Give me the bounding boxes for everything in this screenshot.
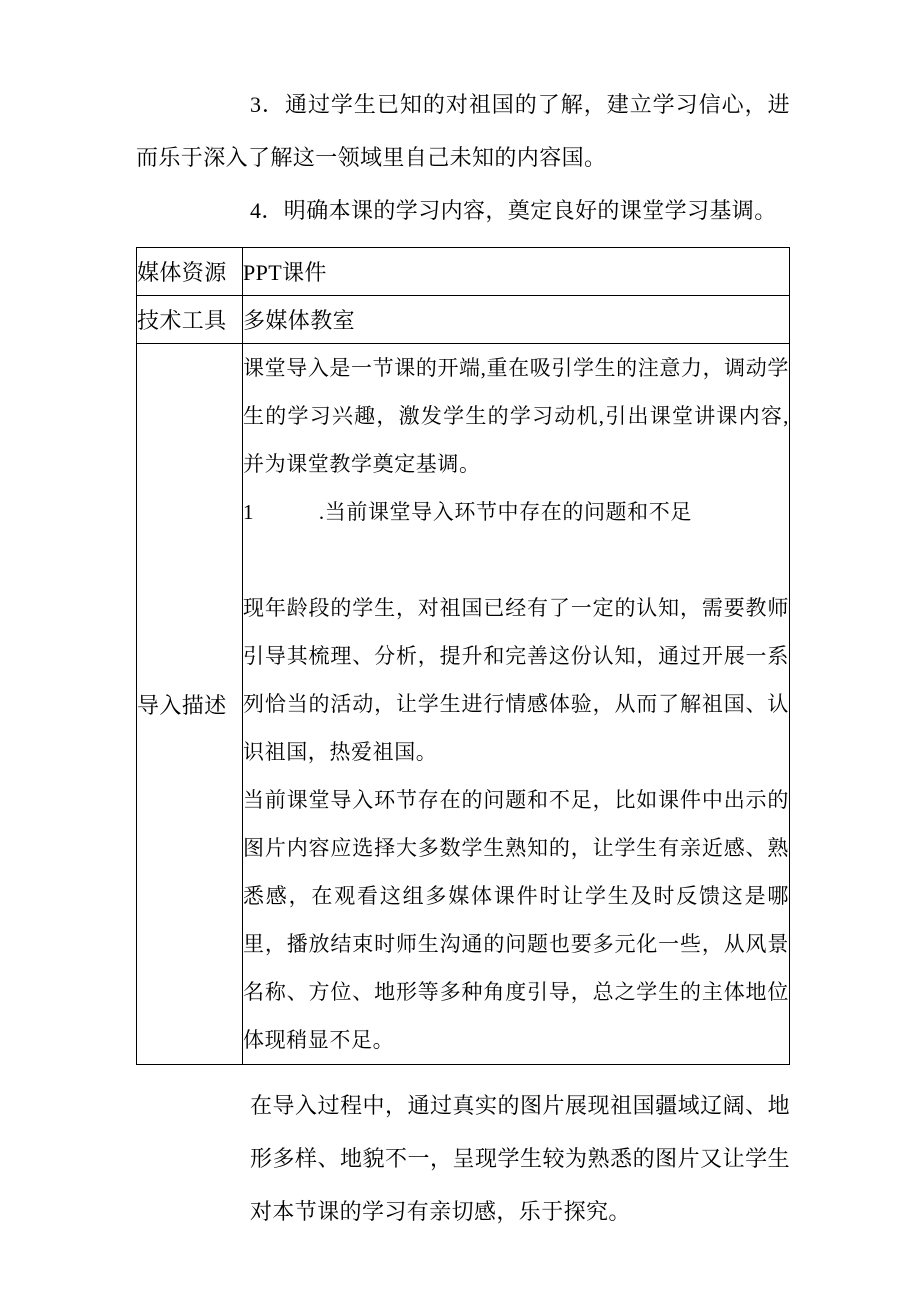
row-label-intro-description: 导入描述	[137, 344, 243, 1065]
row-content-media-resource: PPT课件	[243, 248, 790, 296]
intro-paragraph-4: 4．明确本课的学习内容，奠定良好的课堂学习基调。	[250, 198, 777, 223]
closing-paragraph: 在导入过程中，通过真实的图片展现祖国疆域辽阔、地形多样、地貌不一，呈现学生较为熟悉的图片又让学生对本节课的学习有亲切感，乐于探究。	[250, 1093, 790, 1224]
description-paragraph: 1 .当前课堂导入环节中存在的问题和不足	[243, 500, 692, 524]
row-label-tech-tools: 技术工具	[137, 296, 243, 344]
intro-section	[136, 78, 790, 237]
table-row-tech-tools	[137, 296, 790, 344]
table-row-media-resource	[137, 248, 790, 296]
description-paragraph: 现年龄段的学生，对祖国已经有了一定的认知，需要教师引导其梳理、分析，提升和完善这份认知，通过开展一系列恰当的活动，让学生进行情感体验，从而了解祖国、认识祖国，热爱祖国。	[243, 596, 789, 764]
intro-paragraph-3: 3．通过学生已知的对祖国的了解，建立学习信心，进而乐于深入了解这一领域里自己未知的内容国。	[136, 92, 790, 170]
row-content-intro-description	[243, 344, 790, 1065]
description-paragraph: 当前课堂导入环节存在的问题和不足，比如课件中出示的图片内容应选择大多数学生熟知的，让学生有亲近感、熟悉感，在观看这组多媒体课件时让学生及时反馈这是哪里，播放结束时师生沟通的问题也要多元化一些，从风景名称、方位、地形等多种角度引导，总之学生的主体地位体现稍显不足。	[243, 788, 789, 1052]
lesson-plan-table	[136, 247, 790, 1065]
row-label-media-resource: 媒体资源	[137, 248, 243, 296]
table-row-intro-description	[137, 344, 790, 1065]
row-content-tech-tools: 多媒体教室	[243, 296, 790, 344]
description-paragraph: 课堂导入是一节课的开端,重在吸引学生的注意力，调动学生的学习兴趣，激发学生的学习动机,引出课堂讲课内容,并为课堂教学奠定基调。	[243, 356, 789, 476]
description-paragraph-blank	[243, 536, 789, 584]
